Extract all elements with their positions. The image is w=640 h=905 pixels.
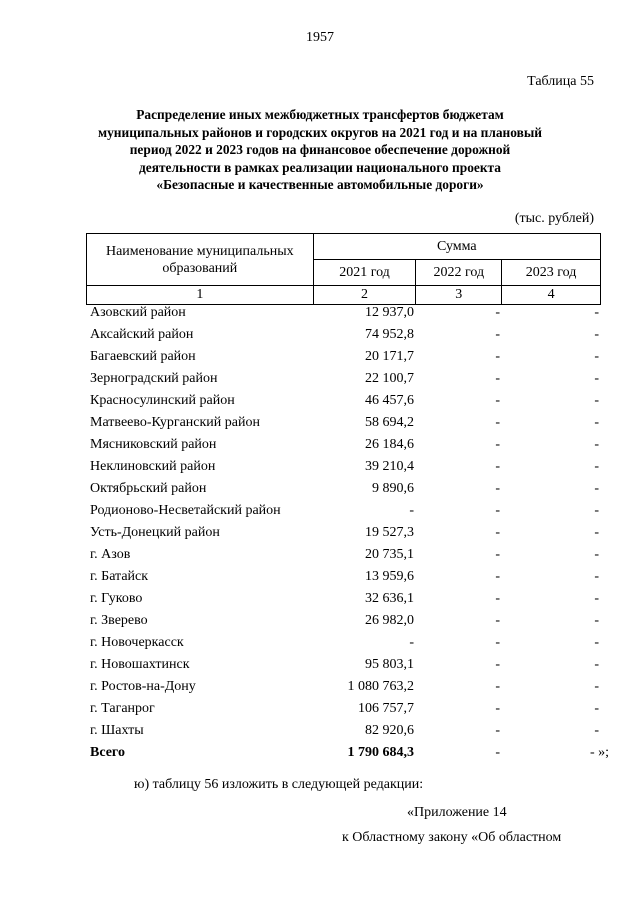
row-2021: 32 636,1 [365,591,414,606]
header-year-2023: 2023 год [502,260,601,286]
instruction-text: ю) таблицу 56 изложить в следующей редакции: [134,777,424,792]
appendix-subtitle: к Областному закону «Об областном [342,830,562,845]
row-2023: - [594,437,599,452]
row-2023: - [594,723,599,738]
row-2021: 13 959,6 [365,569,414,584]
row-name: г. Новочеркасск [90,635,184,650]
header-name-column [87,234,314,286]
table-row [86,302,601,324]
row-2021: 46 457,6 [365,393,414,408]
table-row [86,654,601,676]
row-2022: - [495,569,500,584]
row-name: г. Ростов-на-Дону [90,679,196,694]
table-row [86,544,601,566]
row-2023: - [594,679,599,694]
row-2022: - [495,723,500,738]
table-row [86,522,601,544]
title-line: «Безопасные и качественные автомобильные дороги» [156,177,484,192]
row-2022: - [495,481,500,496]
row-2021: 74 952,8 [365,327,414,342]
row-name: г. Зверево [90,613,148,628]
total-2021: 1 790 684,3 [347,745,414,760]
header-name-line: образований [162,260,238,276]
row-2021: 20 735,1 [365,547,414,562]
row-2023: - [594,547,599,562]
header-col-number: 1 [87,286,314,305]
table-row [86,676,601,698]
row-2023: - [594,591,599,606]
row-name: г. Гуково [90,591,143,606]
total-2023: - »; [589,745,609,760]
header-col-number: 4 [502,286,601,305]
row-2023: - [594,481,599,496]
table-header [86,233,601,305]
row-2023: - [594,305,599,320]
table-row [86,632,601,654]
header-col-number: 3 [416,286,502,305]
total-2022: - [495,745,500,760]
total-name: Всего [90,745,125,760]
table-row [86,390,601,412]
row-2022: - [495,701,500,716]
row-2023: - [594,415,599,430]
title-line: деятельности в рамках реализации национального проекта [139,159,501,175]
row-2022: - [495,305,500,320]
row-2022: - [495,327,500,342]
title-line: муниципальных районов и городских округов на 2021 год и на плановый [97,124,543,140]
table-row [86,588,601,610]
page-number: 1957 [306,30,334,45]
row-name: Азовский район [90,305,186,320]
row-name: г. Шахты [90,723,144,738]
row-2021: 39 210,4 [365,459,414,474]
row-2021: 26 982,0 [365,613,414,628]
row-2023: - [594,393,599,408]
row-2023: - [594,701,599,716]
row-2022: - [495,415,500,430]
row-name: Усть-Донецкий район [90,525,220,540]
header-sum: Сумма [313,234,600,260]
row-2021: 9 890,6 [372,481,414,496]
table-body [86,302,609,764]
total-row [86,742,609,764]
row-name: Красносулинский район [90,393,235,408]
row-2023: - [594,327,599,342]
row-2022: - [495,679,500,694]
row-2021: 1 080 763,2 [347,679,414,694]
row-2021: 58 694,2 [365,415,414,430]
row-2023: - [594,569,599,584]
row-name: Октябрьский район [90,481,207,496]
table-row [86,610,601,632]
table-row [86,478,601,500]
document-title [70,106,570,194]
table-row [86,698,601,720]
row-name: г. Новошахтинск [90,657,190,672]
table-row [86,412,601,434]
row-2023: - [594,613,599,628]
row-name: Багаевский район [90,349,196,364]
units-label: (тыс. рублей) [514,211,594,226]
table-row [86,434,601,456]
table-row [86,720,601,742]
row-name: г. Таганрог [90,701,155,716]
row-2023: - [594,657,599,672]
row-2022: - [495,459,500,474]
table-row [86,500,601,522]
appendix-title: «Приложение 14 [407,805,507,820]
row-name: г. Батайск [90,569,149,584]
table-row [86,324,601,346]
row-name: Зерноградский район [90,371,218,386]
row-2021: 95 803,1 [365,657,414,672]
row-2021: 19 527,3 [365,525,414,540]
row-2022: - [495,525,500,540]
row-name: Мясниковский район [90,437,217,452]
row-2021: - [409,503,414,518]
row-2022: - [495,591,500,606]
row-2021: 12 937,0 [365,305,414,320]
row-2022: - [495,437,500,452]
row-name: Матвеево-Курганский район [90,415,260,430]
row-name: Неклиновский район [90,459,216,474]
row-2022: - [495,503,500,518]
row-2022: - [495,657,500,672]
table-row [86,456,601,478]
header-col-number: 2 [313,286,416,305]
row-2023: - [594,459,599,474]
row-2021: 22 100,7 [365,371,414,386]
table-row [86,346,601,368]
row-2021: 106 757,7 [358,701,414,716]
row-2021: 20 171,7 [365,349,414,364]
row-2022: - [495,547,500,562]
row-name: Аксайский район [90,327,194,342]
row-2021: 26 184,6 [365,437,414,452]
table-row [86,566,601,588]
row-2022: - [495,393,500,408]
row-2022: - [495,371,500,386]
header-year-2022: 2022 год [416,260,502,286]
row-name: Родионово-Несветайский район [90,503,281,518]
header-name-line: Наименование муниципальных [105,243,294,259]
row-2022: - [495,349,500,364]
row-2023: - [594,503,599,518]
row-2023: - [594,525,599,540]
row-2022: - [495,613,500,628]
row-name: г. Азов [90,547,131,562]
row-2021: 82 920,6 [365,723,414,738]
row-2021: - [409,635,414,650]
header-year-2021: 2021 год [313,260,416,286]
title-line: период 2022 и 2023 годов на финансовое обеспечение дорожной [129,142,511,157]
title-line: Распределение иных межбюджетных трансфертов бюджетам [136,107,504,122]
row-2022: - [495,635,500,650]
row-2023: - [594,349,599,364]
table-row [86,368,601,390]
row-2023: - [594,635,599,650]
row-2023: - [594,371,599,386]
table-label: Таблица 55 [527,74,594,89]
